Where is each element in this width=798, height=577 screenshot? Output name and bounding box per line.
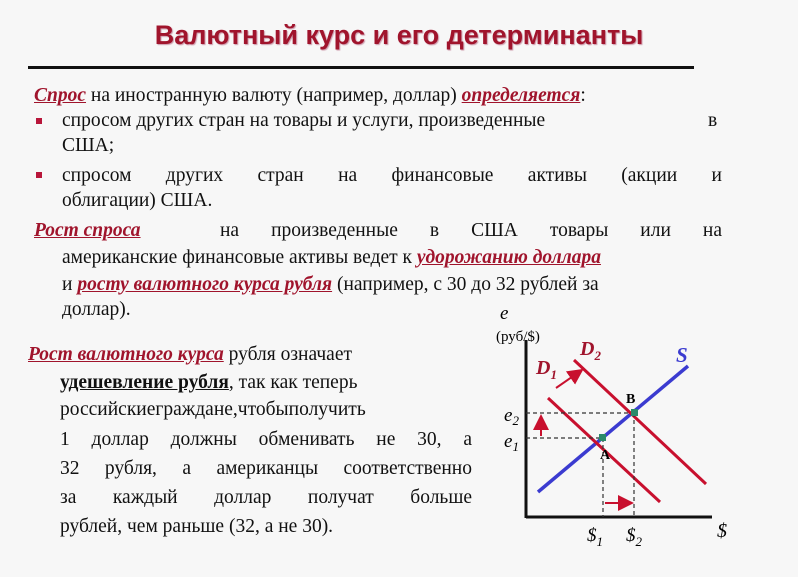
intro-text: на иностранную валюту (например, доллар) [86, 85, 462, 106]
q2-label: $\$_2$ [626, 525, 642, 549]
growth-line4: доллар). [62, 299, 131, 320]
term-determined: определяется [461, 85, 581, 106]
explain-line4: 1 доллар должны обменивать не 30, а [60, 429, 472, 450]
point-a-marker [599, 434, 606, 441]
d1-label: $D_1$ [536, 357, 557, 382]
explain-line2: удешевление рубля, так как теперь [60, 372, 358, 393]
e2-label: $e_2$ [504, 405, 519, 428]
demand-shift-arrow [556, 370, 582, 388]
point-a-label: A [600, 448, 611, 463]
term-rate-growth-2: Рост валютного курса [28, 344, 224, 365]
growth-line3: и росту валютного курса рубля (например, с 30 до 32 рублей за [62, 274, 599, 295]
y-axis-unit: (руб/$) [496, 329, 540, 345]
e1-label: $e_1$ [504, 431, 519, 454]
bullet-2-line1: спросом других стран на финансовые активы (акции и [62, 165, 722, 186]
growth-line2: американские финансовые активы ведет к удорожанию доллара [62, 247, 601, 268]
point-b-marker [631, 409, 638, 416]
term-cheaper: удешевление рубля [60, 372, 229, 393]
growth-term: Рост спроса [34, 220, 141, 241]
q1-label: $\$_1$ [587, 525, 603, 549]
bullet-1-line1-end: в [708, 110, 718, 131]
term-rate-growth: росту валютного курса рубля [77, 274, 333, 295]
y-axis-label: e [500, 303, 509, 324]
explain-line5: 32 рубля, а американцы соответственно [60, 458, 472, 479]
explain-line6: за каждый доллар получат больше [60, 487, 472, 508]
term-demand: Спрос [34, 85, 87, 106]
d2-label: $D_2$ [580, 338, 601, 363]
point-b-label: B [626, 392, 636, 407]
x-axis-label: $ [717, 520, 727, 542]
growth-line1: на произведенные в США товары или на [220, 220, 722, 241]
bullet-2-line2: облигации) США. [62, 190, 213, 211]
term-appreciation: удорожанию доллара [416, 247, 601, 268]
explain-line7: рублей, чем раньше (32, а не 30). [60, 516, 334, 537]
page-title: Валютный курс и его детерминанты [154, 20, 644, 50]
demand-curve-d2 [574, 360, 706, 484]
bullet-1-line1: спросом других стран на товары и услуги, произведенные [62, 110, 546, 131]
explain-line1: Рост валютного курса рубля означает [28, 344, 353, 365]
intro-colon: : [580, 85, 586, 106]
s-label: S [676, 343, 688, 367]
explain-line3: российскиеграждане,чтобыполучить [60, 399, 366, 420]
bullet-1-line2: США; [62, 135, 115, 156]
